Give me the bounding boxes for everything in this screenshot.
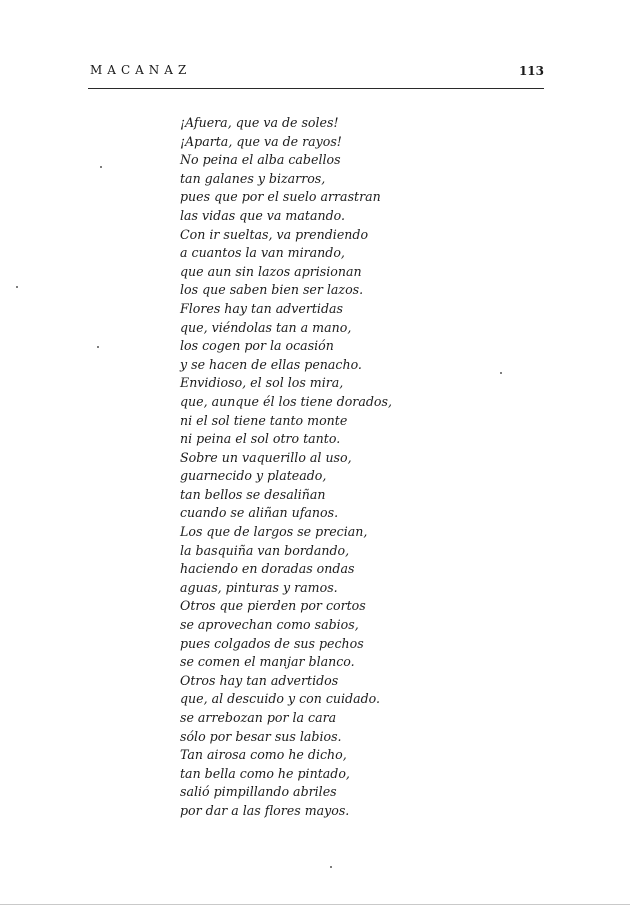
poem-line: haciendo en doradas ondas: [180, 561, 355, 577]
poem-line: salió pimpillando abriles: [180, 784, 337, 800]
poem-line: tan bella como he pintado,: [180, 765, 350, 781]
poem-line: sólo por besar sus labios.: [180, 728, 342, 744]
poem-line: Otros hay tan advertidos: [180, 672, 339, 688]
scan-speck: [330, 866, 332, 868]
poem-line: guarnecido y plateado,: [180, 468, 327, 484]
poem-line: y se hacen de ellas penacho.: [180, 356, 362, 372]
poem-line: ¡Afuera, que va de soles!: [180, 115, 339, 130]
poem-line: que, aunque él los tiene dorados,: [180, 393, 392, 409]
scan-edge: [0, 904, 630, 905]
poem-line: Flores hay tan advertidas: [180, 300, 343, 316]
poem-line: que, al descuido y con cuidado.: [180, 691, 381, 707]
poem-line: a cuantos la van mirando,: [180, 245, 345, 261]
poem-text: [180, 114, 480, 821]
poem-line: pues colgados de sus pechos: [180, 635, 364, 651]
poem-line: pues que por el suelo arrastran: [180, 189, 381, 205]
poem-line: cuando se aliñan ufanos.: [180, 505, 339, 521]
poem-line: ni peina el sol otro tanto.: [180, 431, 341, 447]
poem-line: aguas, pinturas y ramos.: [180, 579, 338, 595]
scan-speck: [16, 286, 18, 288]
poem-line: que aun sin lazos aprisionan: [180, 263, 362, 279]
poem-line: Los que de largos se precian,: [180, 524, 368, 540]
running-title: MACANAZ: [90, 63, 192, 77]
scan-speck: [100, 166, 102, 168]
poem-line: se comen el manjar blanco.: [180, 654, 355, 670]
poem-line: los cogen por la ocasión: [180, 338, 334, 354]
poem-line: por dar a las flores mayos.: [180, 802, 350, 818]
poem-line: Otros que pierden por cortos: [180, 598, 366, 614]
poem-line: se aprovechan como sabios,: [180, 617, 359, 633]
poem-line: tan bellos se desaliñan: [180, 486, 326, 502]
poem-line: No peina el alba cabellos: [180, 152, 341, 168]
page-number: 113: [518, 64, 544, 78]
poem-line: Sobre un vaquerillo al uso,: [180, 449, 352, 465]
poem-line: Tan airosa como he dicho,: [180, 747, 347, 763]
poem-line: ¡Aparta, que va de rayos!: [180, 133, 342, 149]
poem-line: los que saben bien ser lazos.: [180, 282, 364, 298]
poem-line: se arrebozan por la cara: [180, 710, 337, 725]
poem-line: la basquiña van bordando,: [180, 542, 350, 558]
scan-speck: [500, 372, 502, 374]
poem-line: las vidas que va matando.: [180, 207, 345, 223]
poem-line: ni el sol tiene tanto monte: [180, 412, 348, 428]
header-rule: [88, 88, 544, 89]
scan-speck: [97, 346, 99, 348]
poem-line: Envidioso, el sol los mira,: [180, 375, 344, 391]
poem-line: que, viéndolas tan a mano,: [180, 319, 352, 335]
poem-line: tan galanes y bizarros,: [180, 170, 326, 186]
poem-line: Con ir sueltas, va prendiendo: [180, 226, 369, 242]
